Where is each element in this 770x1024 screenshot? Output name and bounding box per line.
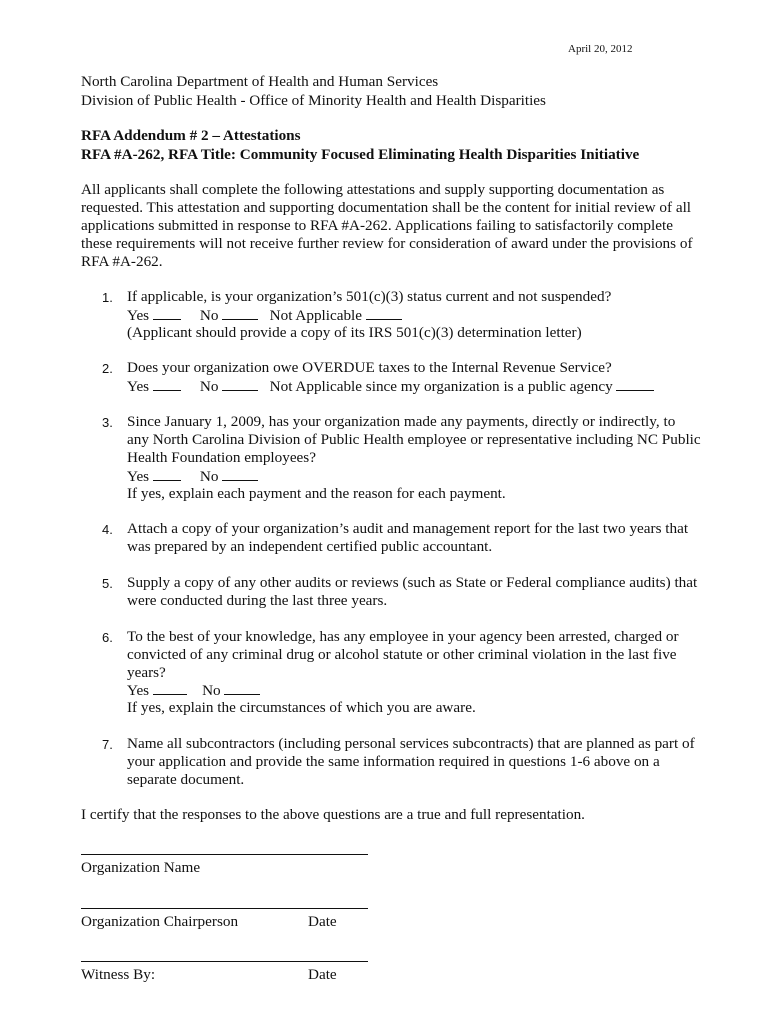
item-question-line: was prepared by an independent certified public accountant. [127,538,493,555]
no-blank[interactable] [224,681,260,695]
item-question-line: Supply a copy of any other audits or reviews (such as State or Federal compliance audits) that [127,574,698,591]
date-label: Date [308,913,337,930]
intro-line: applications submitted in response to RFA #A-262. Applications failing to satisfactorily complete [81,217,673,234]
item-question-line: years? [127,664,166,681]
certification-statement: I certify that the responses to the above questions are a true and full representation. [81,806,585,823]
item-question-line: To the best of your knowledge, has any employee in your agency been arrested, charged or [127,628,679,645]
chairperson-label: Organization Chairperson [81,913,239,930]
answer-row [127,467,258,486]
no-label: No [199,307,219,324]
intro-line: All applicants shall complete the following attestations and supply supporting documentation as [81,181,665,198]
not-applicable-blank[interactable] [366,306,402,320]
organization-name-label: Organization Name [81,859,201,876]
witness-label: Witness By: [81,966,156,983]
organization-name-line[interactable] [81,854,368,855]
item-question-line: Health Foundation employees? [127,449,316,466]
item-question-line: Name all subcontractors (including personal services subcontracts) that are planned as part of [127,735,695,752]
item-number: 5. [102,576,113,591]
yes-label: Yes [127,468,150,485]
item-question-line: any North Carolina Division of Public Health employee or representative including NC Public [127,431,701,448]
item-question-line: separate document. [127,771,245,788]
yes-blank[interactable] [153,377,181,391]
intro-line: these requirements will not receive further review for consideration of award under the provisions of [81,235,693,252]
date-label: Date [308,966,337,983]
no-blank[interactable] [222,377,258,391]
item-number: 6. [102,630,113,645]
item-question: If applicable, is your organization’s 501(c)(3) status current and not suspended? [127,288,612,305]
chairperson-signature-line[interactable] [81,908,368,909]
answer-row [127,306,402,325]
yes-label: Yes [127,307,150,324]
addendum-title: RFA Addendum # 2 – Attestations [81,127,301,144]
no-label: No [199,468,219,485]
intro-line: RFA #A-262. [81,253,163,270]
no-blank[interactable] [222,467,258,481]
item-number: 3. [102,415,113,430]
item-question-line: Attach a copy of your organization’s audit and management report for the last two years that [127,520,689,537]
item-question-line: your application and provide the same information required in questions 1-6 above on a [127,753,660,770]
item-note: If yes, explain each payment and the reason for each payment. [127,485,506,502]
yes-label: Yes [127,682,150,699]
no-blank[interactable] [222,306,258,320]
answer-row [127,377,654,396]
yes-blank[interactable] [153,467,181,481]
item-note: If yes, explain the circumstances of which you are aware. [127,699,476,716]
no-label: No [199,378,219,395]
item-note: (Applicant should provide a copy of its IRS 501(c)(3) determination letter) [127,324,582,341]
division-name: Division of Public Health - Office of Minority Health and Health Disparities [81,92,546,109]
item-question: Does your organization owe OVERDUE taxes to the Internal Revenue Service? [127,359,612,376]
intro-line: requested. This attestation and supporting documentation shall be the content for initial review of all [81,199,692,216]
answer-row [127,681,260,700]
item-number: 4. [102,522,113,537]
yes-blank[interactable] [153,306,181,320]
item-number: 1. [102,290,113,305]
item-question-line: Since January 1, 2009, has your organization made any payments, directly or indirectly, to [127,413,676,430]
not-applicable-label: Not Applicable [269,307,363,324]
not-applicable-label: Not Applicable since my organization is a public agency [269,378,613,395]
yes-label: Yes [127,378,150,395]
no-label: No [202,682,221,699]
rfa-title: RFA #A-262, RFA Title: Community Focused Eliminating Health Disparities Initiative [81,146,640,163]
not-applicable-blank[interactable] [616,377,654,391]
document-date: April 20, 2012 [568,43,633,55]
item-number: 2. [102,361,113,376]
item-number: 7. [102,737,113,752]
item-question-line: convicted of any criminal drug or alcohol statute or other criminal violation in the last five [127,646,677,663]
department-name: North Carolina Department of Health and Human Services [81,73,439,90]
item-question-line: were conducted during the last three years. [127,592,388,609]
yes-blank[interactable] [153,681,187,695]
witness-signature-line[interactable] [81,961,368,962]
